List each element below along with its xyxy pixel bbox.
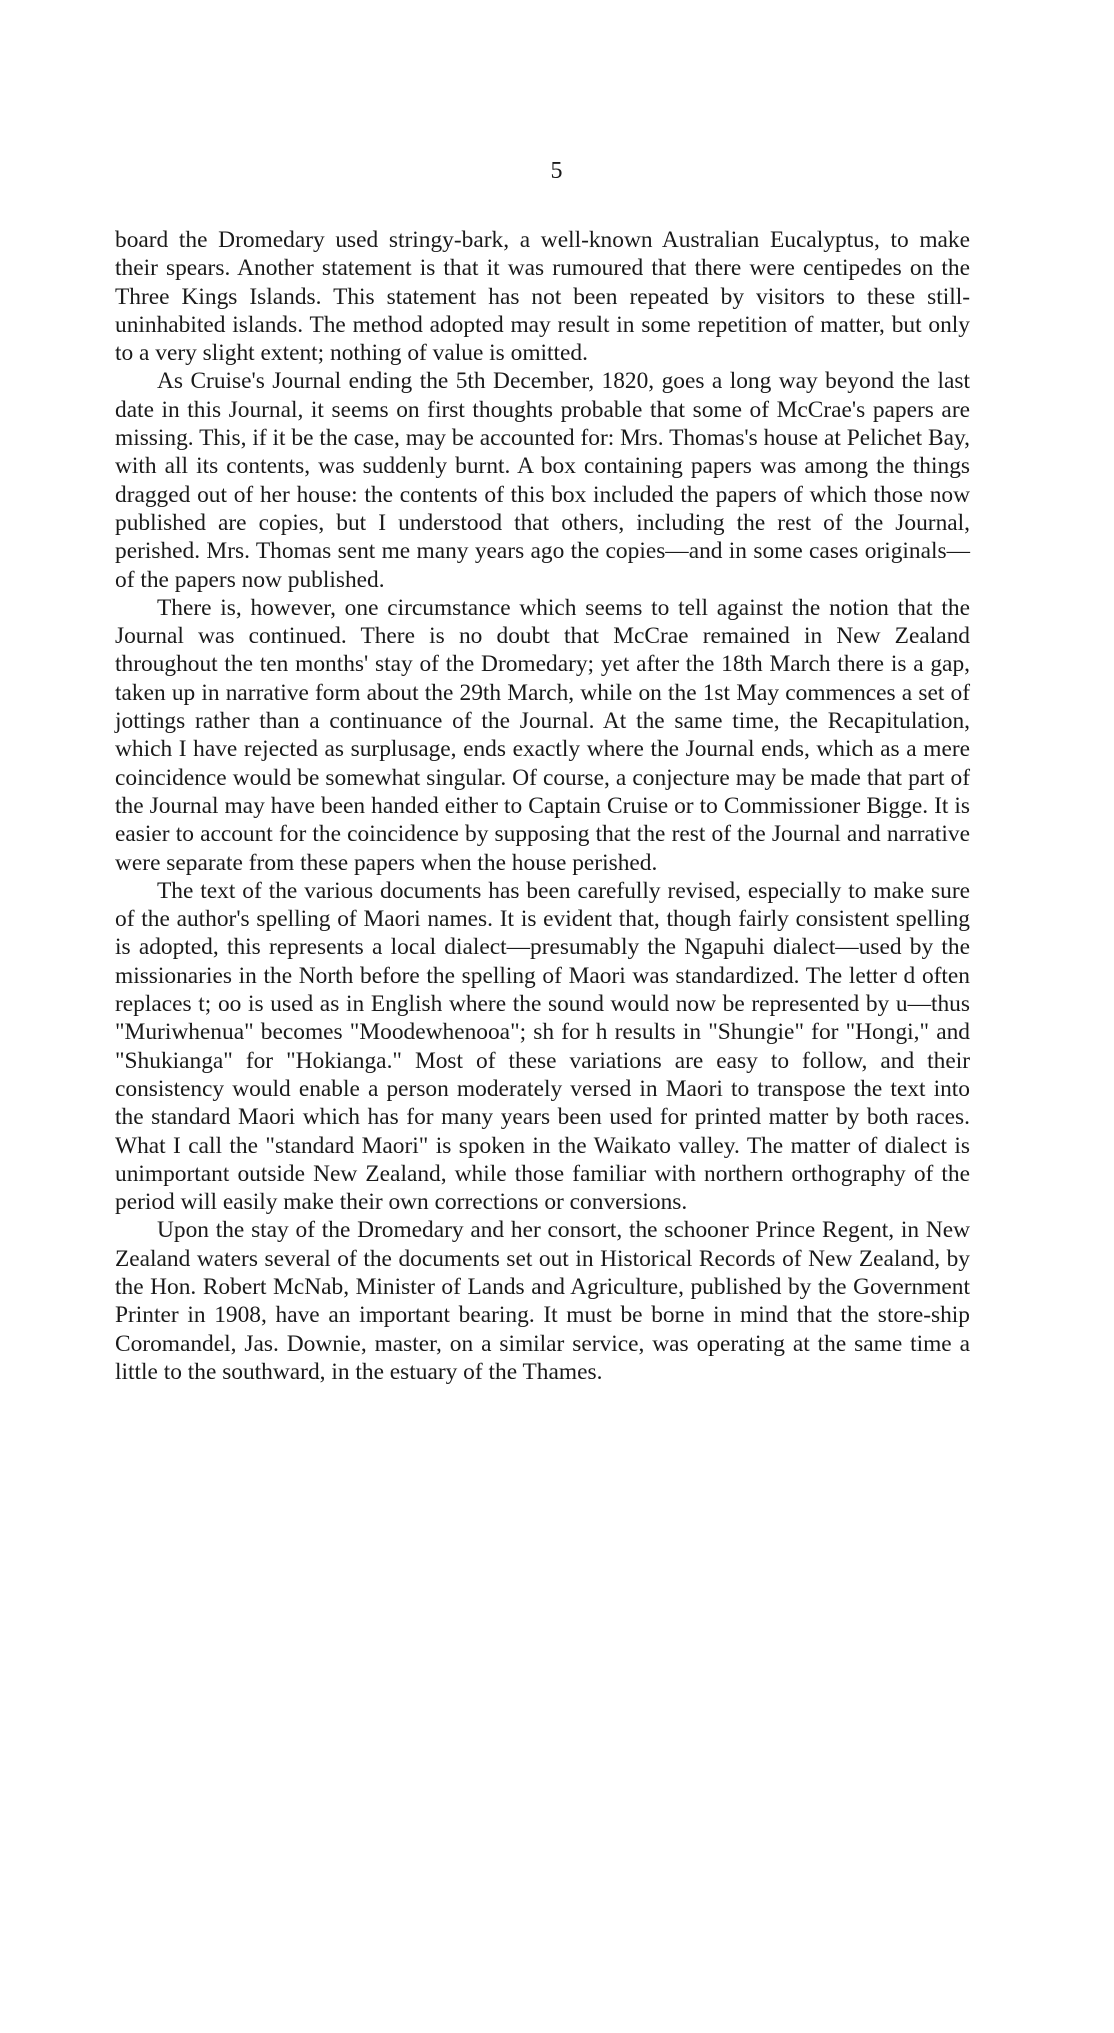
paragraph-1: board the Dromedary used stringy-bark, a well-known Australian Eucalyptus, to make their spears. Another statement is that it was rumoured that there were centipedes on the Three Kings Islands. This statement has not been repeated by visitors to these still-uninhabited islands. The method adopted may result in some repetition of matter, but only to a very slight extent; nothing of value is omitted. (115, 227, 970, 367)
paragraph-2: As Cruise's Journal ending the 5th December, 1820, goes a long way beyond the last date in this Journal, it seems on first thoughts probable that some of McCrae's papers are missing. This, if it be the case, may be accounted for: Mrs. Thomas's house at Pelichet Bay, with all its contents, was suddenly burnt. A box containing papers was among the things dragged out of her house: the contents of this box included the papers of which those now published are copies, but I understood that others, including the rest of the Journal, perished. Mrs. Thomas sent me many years ago the copies—and in some cases originals—of the papers now published. (115, 368, 970, 593)
paragraph-5: Upon the stay of the Dromedary and her consort, the schooner Prince Regent, in New Zealand waters several of the documents set out in Historical Records of New Zealand, by the Hon. Robert McNab, Minister of Lands and Agriculture, published by the Government Printer in 1908, have an important bearing. It must be borne in mind that the store-ship Coromandel, Jas. Downie, master, on a similar service, was operating at the same time a little to the southward, in the estuary of the Thames. (115, 1217, 970, 1385)
paragraph-4: The text of the various documents has been carefully revised, especially to make sure of the author's spelling of Maori names. It is evident that, though fairly consistent spelling is adopted, this represents a local dialect—presumably the Ngapuhi dialect—used by the missionaries in the North before the spelling of Maori was standardized. The letter d often replaces t; oo is used as in English where the sound would now be represented by u—thus "Muriwhenua" becomes "Moodewhenooa"; sh for h results in "Shungie" for "Hongi," and "Shukianga" for "Hokianga." Most of these variations are easy to follow, and their consistency would enable a person moderately versed in Maori to transpose the text into the standard Maori which has for many years been used for printed matter by both races. What I call the "standard Maori" is spoken in the Waikato valley. The matter of dialect is unimportant outside New Zealand, while those familiar with northern orthography of the period will easily make their own corrections or conversions. (115, 877, 970, 1216)
body-text (115, 226, 970, 1386)
page-number: 5 (550, 158, 564, 184)
paragraph-3: There is, however, one circumstance which seems to tell against the notion that the Journal was continued. There is no doubt that McCrae remained in New Zealand throughout the ten months' stay of the Dromedary; yet after the 18th March there is a gap, taken up in narrative form about the 29th March, while on the 1st May commences a set of jottings rather than a continuance of the Journal. At the same time, the Recapitulation, which I have rejected as surplusage, ends exactly where the Journal ends, which as a mere coincidence would be somewhat singular. Of course, a conjecture may be made that part of the Journal may have been handed either to Captain Cruise or to Commissioner Bigge. It is easier to account for the coincidence by supposing that the rest of the Journal and narrative were separate from these papers when the house perished. (115, 594, 970, 876)
